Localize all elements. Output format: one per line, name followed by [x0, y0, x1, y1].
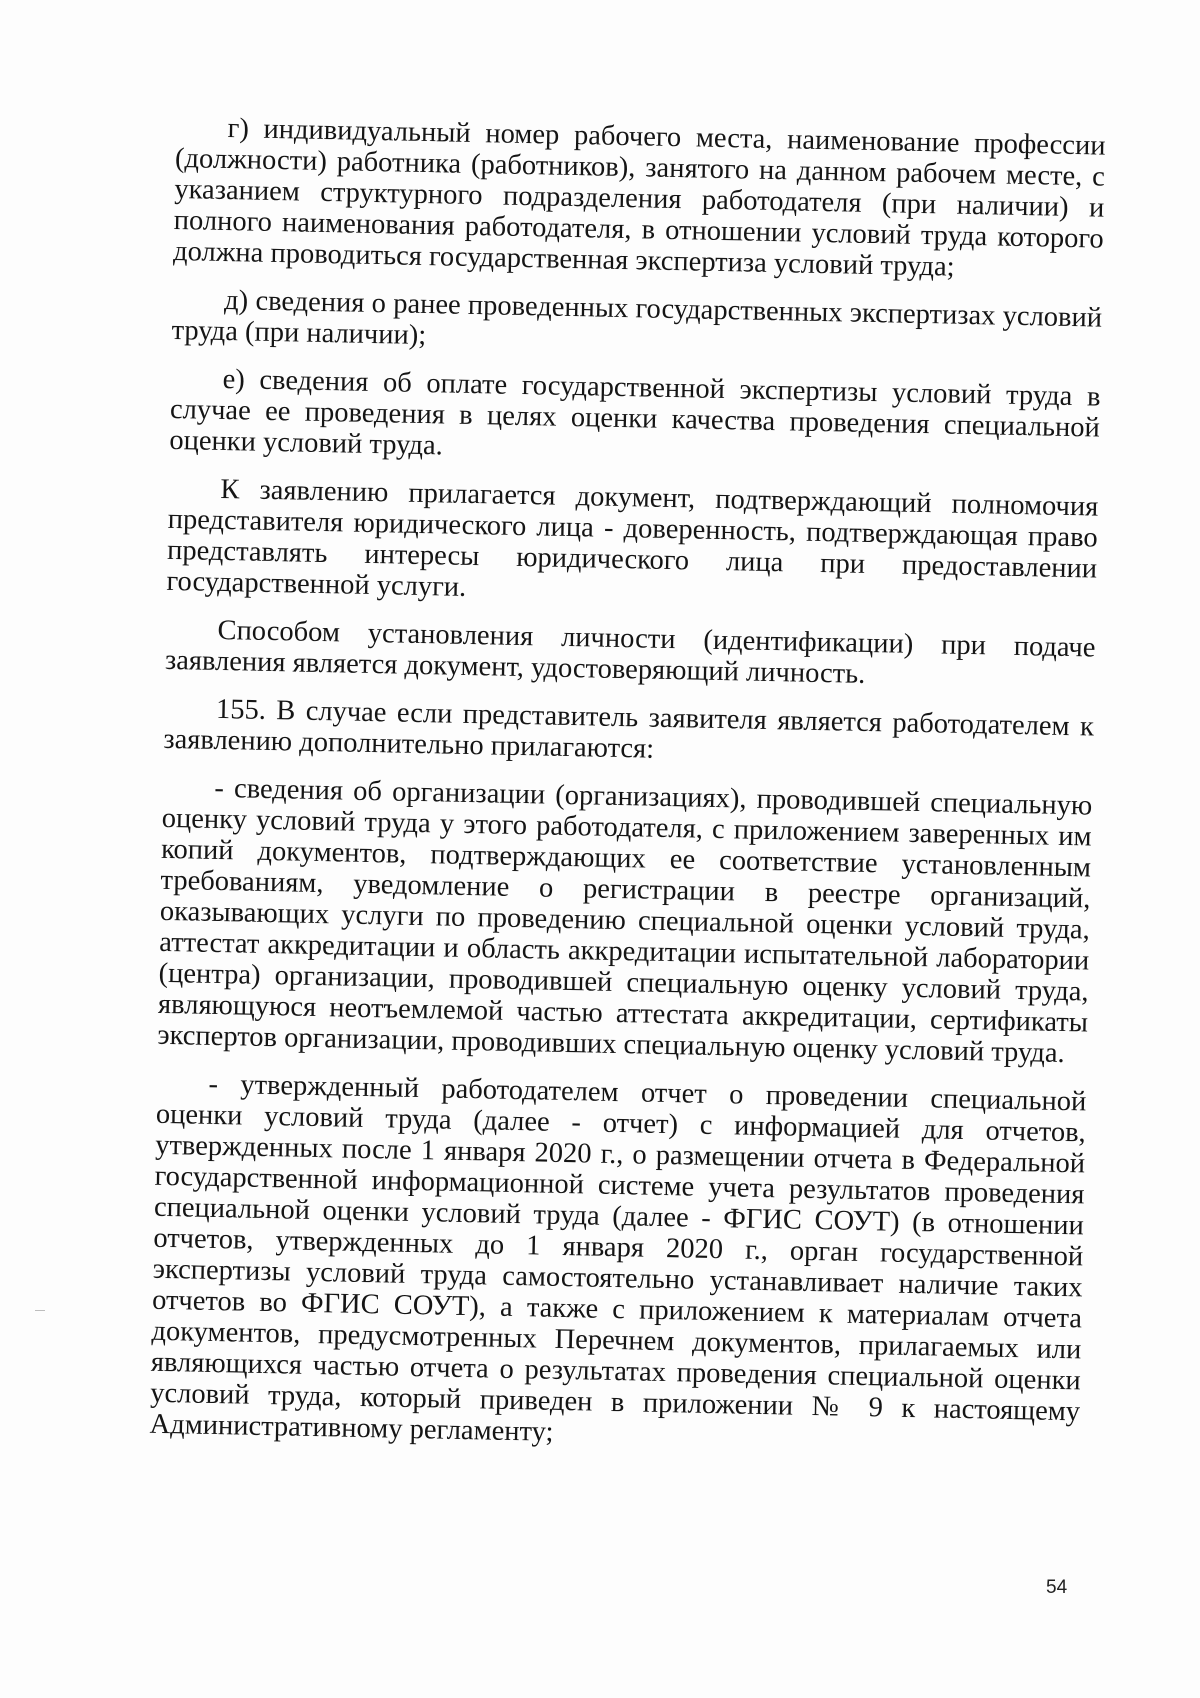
paragraph-d: д) сведения о ранее проведенных государственных экспертизах условий труда (при наличии);	[171, 285, 1103, 352]
bullet-approved-report: - утвержденный работодателем отчет о проведении специальной оценки условий труда (далее - отчет) с информацией для отчетов, утвержденных после 1 января 2020 г., о размещении отчета в Федеральной государственной информационной системе учета результатов проведения специальной оценки условий труда (далее - ФГИС СОУТ) (в отношении отчетов, утвержденных до 1 января 2020 г., орган государственной экспертизы условий труда самостоятельно устанавливает наличие таких отчетов во ФГИС СОУТ), а также с приложением к материалам отчета документов, предусмотренных Перечнем документов, прилагаемых или являющихся частью отчета о результатах проведения специальной оценки условий труда, который приведен в приложении № 9 к настоящему Административному регламенту;	[149, 1068, 1087, 1448]
paragraph-g: г) индивидуальный номер рабочего места, наименование профессии (должности) работника (работников), занятого на данном рабочем месте, с указанием структурного подразделения работодателя (при наличии) и полного наименования работодателя, в отношении условий труда которого должна проводиться государственная экспертиза условий труда;	[172, 113, 1106, 283]
paragraph-e: е) сведения об оплате государственной экспертизы условий труда в случае ее проведения в целях оценки качества проведения специальной оценки условий труда.	[169, 363, 1101, 462]
document-body	[149, 112, 1106, 1475]
bullet-organization-info: - сведения об организации (организациях), проводившей специальную оценку условий труда у этого работодателя, с приложением заверенных им копий документов, подтверждающих ее соответствие установленным требованиям, уведомление о регистрации в реестре организаций, оказывающих услуги по проведению специальной оценки условий труда, аттестат аккредитации и область аккредитации испытательной лаборатории (центра) организации, проводившей специальную оценку условий труда, являющуюся неотъемлемой частью аттестата аккредитации, сертификаты экспертов организации, проводивших специальную оценку условий труда.	[157, 772, 1093, 1070]
scan-artifact	[35, 1310, 45, 1311]
paragraph-155: 155. В случае если представитель заявителя является работодателем к заявлению дополнительно прилагаются:	[163, 693, 1095, 765]
page-number: 54	[1046, 1577, 1068, 1598]
paragraph-identification: Способом установления личности (идентификации) при подаче заявления является документ, удостоверяющий личность.	[164, 614, 1096, 690]
paragraph-attachment: К заявлению прилагается документ, подтверждающий полномочия представителя юридического лица - доверенность, подтверждающая право представлять интересы юридического лица при предоставлении государственной услуги.	[166, 473, 1099, 603]
